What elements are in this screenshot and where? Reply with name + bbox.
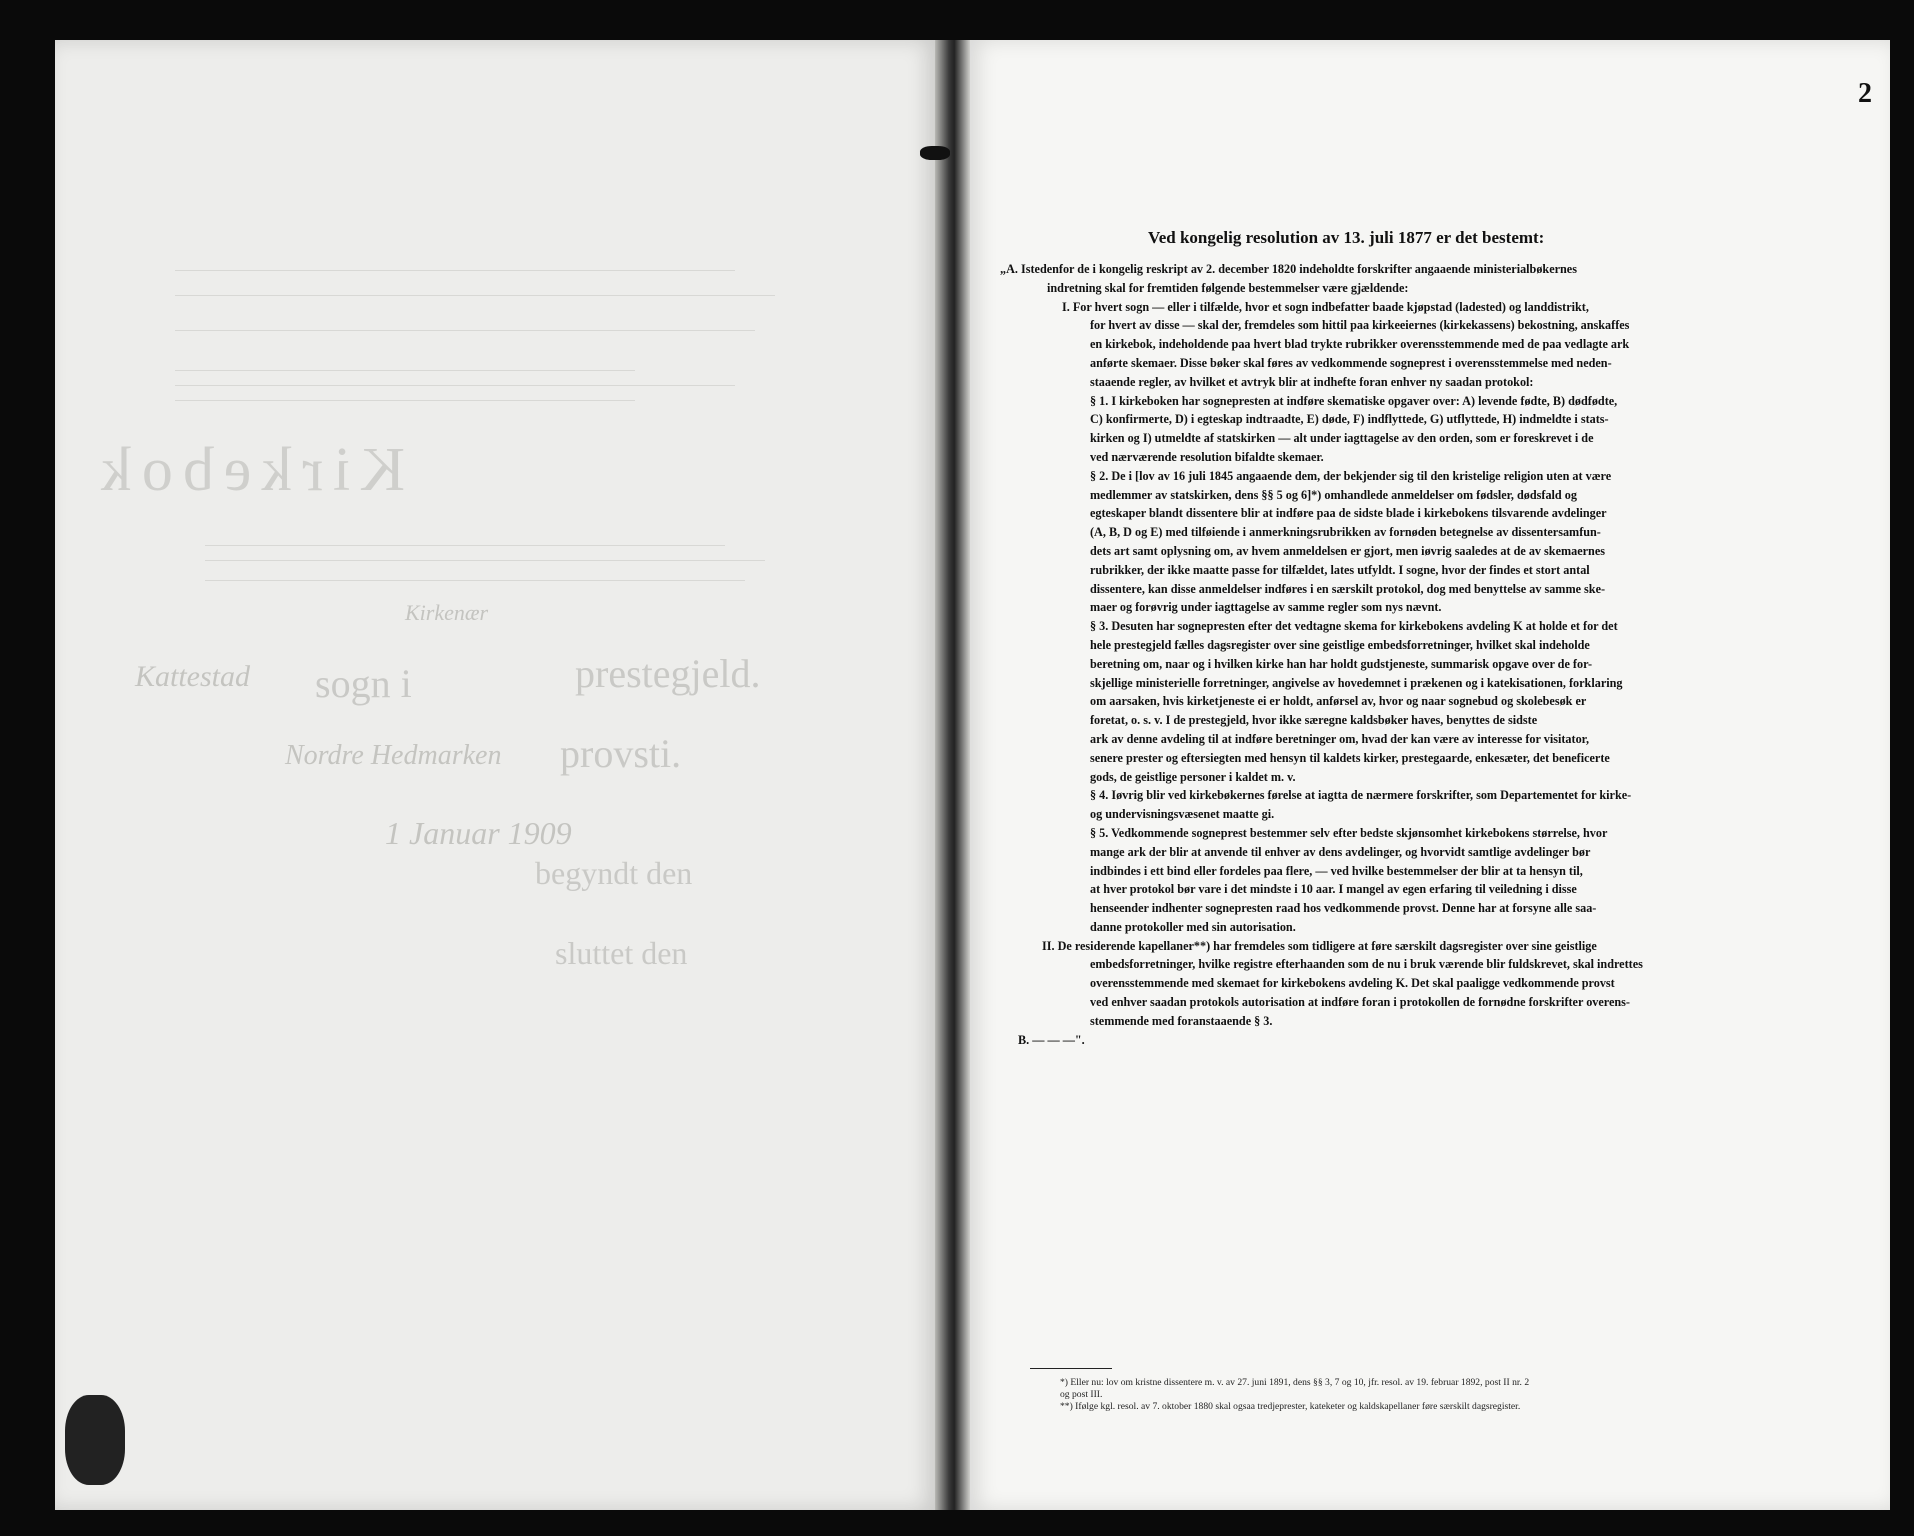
page-number: 2	[1858, 78, 1872, 109]
text-line: I. For hvert sogn — eller i tilfælde, hvor et sogn indbefatter baade kjøpstad (ladested) og landdistrikt,	[1062, 299, 1589, 314]
faint-line	[175, 400, 635, 401]
text-line: indretning skal for fremtiden følgende bestemmelser være gjældende:	[1047, 280, 1409, 295]
footnote-rule	[1030, 1368, 1112, 1369]
right-page	[970, 40, 1890, 1510]
text-line: (A, B, D og E) med tilføiende i anmerkningsrubrikken av fornøden betegnelse av dissentersamfun-	[1090, 525, 1601, 540]
text-line: staaende regler, av hvilket et avtryk blir at indhefte foran enhver ny saadan protokol:	[1090, 374, 1534, 389]
text-line: og undervisningsvæsenet maatte gi.	[1090, 807, 1275, 822]
text-line: senere prester og eftersiegten med hensyn til kaldets kirker, prestegaarde, enkesæter, det beneficerte	[1090, 750, 1610, 765]
text-line: „A. Istedenfor de i kongelig reskript av 2. december 1820 indeholdte forskrifter angaaende ministerialbøkernes	[1000, 262, 1577, 276]
book-gutter	[935, 40, 970, 1510]
faint-line	[205, 545, 725, 546]
provsti-label: provsti.	[560, 731, 682, 776]
resolution-heading: Ved kongelig resolution av 13. juli 1877 er det bestemt:	[1148, 228, 1545, 247]
text-line: anførte skemaer. Disse bøker skal føres av vedkommende sogneprest i overensstemmelse med neden-	[1090, 355, 1612, 370]
left-page	[55, 40, 935, 1510]
text-line: B. — — —".	[1018, 1032, 1085, 1047]
handwritten-parish-note: Kirkenær	[405, 600, 489, 625]
page-corner-stain	[65, 1395, 125, 1485]
faint-line	[175, 295, 775, 296]
text-line: en kirkebok, indeholdende paa hvert blad trykte rubrikker overensstemmende med de paa vedlagte ark	[1090, 337, 1630, 352]
footnotes	[1060, 1377, 1850, 1413]
faint-line	[175, 330, 755, 331]
text-line: dissentere, kan disse anmeldelser indføres i en særskilt protokol, dog med benyttelse av samme ske-	[1090, 581, 1606, 596]
text-line: C) konfirmerte, D) i egteskap indtraadte, E) døde, F) indflyttede, G) utflyttede, H) indmeldte i stats-	[1090, 412, 1609, 427]
text-line: hele prestegjeld fælles dagsregister over sine geistlige embedsforretninger, hvilket skal indeholde	[1090, 637, 1590, 652]
prestegjeld-label: prestegjeld.	[575, 651, 761, 696]
text-line: skjellige ministerielle forretninger, angivelse av hovedemnet i prækenen og i katekisationen, forklaring	[1090, 675, 1623, 690]
faint-line	[175, 270, 735, 271]
text-line: rubrikker, der ikke maatte passe for tilfældet, lates utfyldt. I sogne, hvor der findes et stort antal	[1090, 562, 1590, 577]
text-line: foretat, o. s. v. I de prestegjeld, hvor ikke særegne kaldsbøker haves, benyttes de sidste	[1090, 713, 1538, 728]
footnote-line: **) Ifølge kgl. resol. av 7. oktober 1880 skal ogsaa tredjeprester, kateketer og kaldskapellaner føre særskilt dagsregister.	[1060, 1401, 1521, 1412]
handwritten-provsti: Nordre Hedmarken	[285, 740, 502, 771]
text-line: § 2. De i [lov av 16 juli 1845 angaaende dem, der bekjender sig til den kristelige religion uten at være	[1090, 468, 1612, 483]
text-line: indbindes i ett bind eller fordeles paa flere, — ved hvilke bestemmelser der blir at ta hensyn til,	[1090, 863, 1583, 878]
sogn-label: sogn i	[315, 661, 412, 706]
text-line: for hvert av disse — skal der, fremdeles som hittil paa kirkeeiernes (kirkekassens) bekostning, anskaffes	[1090, 318, 1630, 333]
binding-clip-mark	[920, 146, 950, 160]
text-line: om aarsaken, hvis kirketjeneste ei er holdt, anførsel av, hvor og naar sognebud og skolebesøk er	[1090, 694, 1587, 709]
text-line: mange ark der blir at anvende til enhver av dens avdelinger, og hvorvidt samtlige avdelinger bør	[1090, 844, 1591, 859]
text-line: ved enhver saadan protokols autorisation at indføre foran i protokollen de fornødne forskrifter overens-	[1090, 995, 1630, 1010]
text-line: § 3. Desuten har sognepresten efter det vedtagne skema for kirkebokens avdeling K at holde et for det	[1090, 619, 1618, 634]
text-line: overensstemmende med skemaet for kirkebokens avdeling K. Det skal paaligge vedkommende provst	[1090, 976, 1615, 991]
text-line: maer og forøvrig under iagttagelse av samme regler som nys nævnt.	[1090, 600, 1442, 615]
faint-line	[205, 580, 745, 581]
text-line: § 1. I kirkeboken har sognepresten at indføre skematiske opgaver over: A) levende fødte, B) dødfødte,	[1090, 393, 1618, 408]
text-line: at hver protokol bør vare i det mindste i 10 aar. I mangel av egen erfaring til veiledning i disse	[1090, 882, 1577, 897]
handwritten-sogn: Kattestad	[135, 660, 251, 693]
resolution-body	[1000, 260, 1850, 1049]
faint-line	[175, 385, 735, 386]
page-title: Kirkebok	[90, 436, 405, 504]
text-line: ark av denne avdeling til at indføre beretninger om, hvad der kan være av interesse for visitator,	[1090, 731, 1590, 746]
text-line: kirken og I) utmeldte af statskirken — alt under iagttagelse av den orden, som er foreskrevet i de	[1090, 431, 1594, 446]
text-line: gods, de geistlige personer i kaldet m. v.	[1090, 769, 1296, 784]
footnote-line: *) Eller nu: lov om kristne dissentere m. v. av 27. juni 1891, dens §§ 3, 7 og 10, jfr. resol. av 19. februar 1892, post II nr. 2	[1060, 1377, 1530, 1388]
text-line: henseender indhenter sognepresten raad hos vedkommende provst. Denne har at forsyne alle saa-	[1090, 901, 1597, 916]
text-line: § 4. Iøvrig blir ved kirkebøkernes førelse at iagtta de nærmere forskrifter, som Departementet for kirke-	[1090, 788, 1632, 803]
begyndt-label: begyndt den	[535, 855, 693, 891]
text-line: stemmende med foranstaaende § 3.	[1090, 1013, 1273, 1028]
faint-line	[205, 560, 765, 561]
handwritten-begyndt-date: 1 Januar 1909	[385, 815, 572, 851]
text-line: beretning om, naar og i hvilken kirke han har holdt gudstjeneste, summarisk opgave over de for-	[1090, 656, 1593, 671]
text-line: medlemmer av statskirken, dens §§ 5 og 6]*) omhandlede anmeldelser om fødsler, dødsfald og	[1090, 487, 1577, 502]
footnote-line: og post III.	[1060, 1389, 1103, 1400]
faint-line	[175, 370, 635, 371]
text-line: II. De residerende kapellaner**) har fremdeles som tidligere at føre særskilt dagsregister over sine geistlige	[1042, 938, 1597, 953]
text-line: egteskaper blandt dissentere blir at indføre paa de sidste blade i kirkebokens tilsvarende avdelinger	[1090, 506, 1607, 521]
text-line: § 5. Vedkommende sogneprest bestemmer selv efter bedste skjønsomhet kirkebokens størrelse, hvor	[1090, 825, 1608, 840]
text-line: embedsforretninger, hvilke registre efterhaanden som de nu i bruk værende blir fuldskrevet, skal indrettes	[1090, 957, 1643, 972]
text-line: ved nærværende resolution bifaldte skemaer.	[1090, 449, 1324, 464]
sluttet-label: sluttet den	[555, 935, 688, 971]
text-line: danne protokoller med sin autorisation.	[1090, 919, 1296, 934]
text-line: dets art samt oplysning om, av hvem anmeldelsen er gjort, men iøvrig saaledes at de av skemaernes	[1090, 543, 1605, 558]
